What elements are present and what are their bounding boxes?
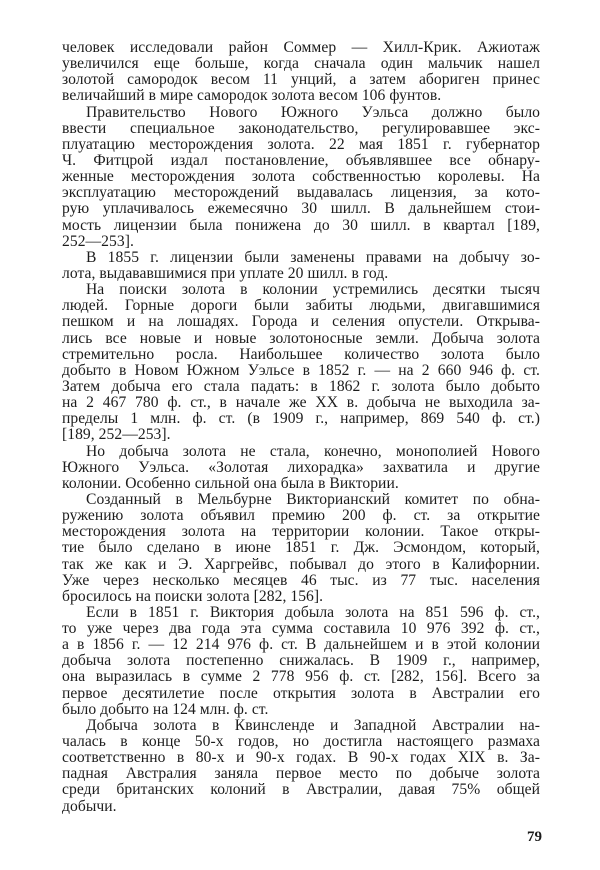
paragraph xyxy=(62,105,540,250)
page-number: 79 xyxy=(527,829,542,845)
text-line: мость лицензии была понижена до 30 шилл. в квартал [189, xyxy=(62,216,540,234)
text-line: Добыча золота в Квинсленде и Западной Австралии на- xyxy=(86,716,540,734)
text-line: плуатацию месторождения золота. 22 мая 1851 г. губернатор xyxy=(62,135,540,153)
text-line: человек исследовали район Соммер — Хилл-Крик. Ажиотаж xyxy=(62,39,540,56)
text-line: Уже через несколько месяцев 46 тыс. из 77 тыс. населения xyxy=(62,571,540,589)
text-line: пределы 1 млн. ф. ст. (в 1909 г., например, 869 540 ф. ст.) xyxy=(62,410,540,428)
text-line: Но добыча золота не стала, конечно, монополией Нового xyxy=(86,442,540,460)
text-line: тие было сделано в июне 1851 г. Дж. Эсмондом, который, xyxy=(62,539,540,557)
text-line: среди британских колоний в Австралии, давая 75% общей xyxy=(62,781,540,799)
text-line: На поиски золота в колонии устремились десятки тысяч xyxy=(86,281,540,299)
text-line: Правительство Нового Южного Уэльса должно было xyxy=(86,103,540,121)
text-line: на 2 467 780 ф. ст., в начале же XX в. добыча не выходила за- xyxy=(62,394,540,412)
page-text xyxy=(62,40,540,815)
text-line: лота, выдававшимися при уплате 20 шилл. в год. xyxy=(62,264,389,282)
text-line: стремительно росла. Наибольшее количество золота было xyxy=(62,345,540,363)
paragraph xyxy=(62,40,540,105)
text-line: [189, 252—253]. xyxy=(62,426,171,444)
text-line: колонии. Особенно сильной она была в Виктории. xyxy=(62,474,399,492)
text-line: рую уплачивалось ежемесячно 30 шилл. В дальнейшем стои- xyxy=(62,200,540,218)
text-line: добыча золота постепенно снижалась. В 1909 г., например, xyxy=(62,652,540,670)
text-line: бросилось на поиски золота [282, 156]. xyxy=(62,587,324,605)
text-line: Затем добыча его стала падать: в 1862 г. золота было добыто xyxy=(62,377,540,395)
text-line: увеличился еще больше, когда сначала один мальчик нашел xyxy=(62,55,540,73)
text-line: людей. Горные дороги были забиты людьми, двигавшимися xyxy=(62,297,540,315)
paragraph xyxy=(62,282,540,443)
text-line: было добыто на 124 млн. ф. ст. xyxy=(62,700,269,718)
text-line: месторождения золота на территории колонии. Такое откры- xyxy=(62,523,540,541)
text-line: Если в 1851 г. Виктория добыла золота на 851 596 ф. ст., xyxy=(86,603,540,621)
text-line: женные месторождения золота собственностью королевы. На xyxy=(62,168,540,186)
text-line: Южного Уэльса. «Золотая лихорадка» захватила и другие xyxy=(62,458,540,476)
text-line: 252—253]. xyxy=(62,232,134,250)
text-line: пешком и на лошадях. Города и селения опустели. Открыва- xyxy=(62,313,540,331)
text-line: так же как и Э. Харгрейвс, побывал до этого в Калифорнии. xyxy=(62,555,540,573)
paragraph xyxy=(62,492,540,605)
text-line: а в 1856 г. — 12 214 976 ф. ст. В дальнейшем и в этой колонии xyxy=(62,636,540,654)
text-line: добыто в Новом Южном Уэльсе в 1852 г. — на 2 660 946 ф. ст. xyxy=(62,361,540,379)
text-line: соответственно в 80-х и 90-х годах. В 90-х годах XIX в. За- xyxy=(62,749,540,767)
text-line: Созданный в Мельбурне Викторианский комитет по обна- xyxy=(86,490,540,508)
paragraph xyxy=(62,605,540,718)
text-line: падная Австралия заняла первое место по добыче золота xyxy=(62,765,540,783)
text-line: то уже через два года эта сумма составила 10 976 392 ф. ст., xyxy=(62,620,540,638)
text-line: ввести специальное законодательство, регулировавшее экс- xyxy=(62,119,540,137)
paragraph xyxy=(62,718,540,815)
text-line: В 1855 г. лицензии были заменены правами на добычу зо- xyxy=(86,248,540,266)
text-line: ружению золота объявил премию 200 ф. ст. за открытие xyxy=(62,507,540,525)
paragraph xyxy=(62,250,540,282)
text-line: добычи. xyxy=(62,797,117,815)
text-line: лись все новые и новые золотоносные земли. Добыча золота xyxy=(62,329,540,347)
paragraph xyxy=(62,444,540,492)
text-line: золотой самородок весом 11 унций, а затем абориген принес xyxy=(62,71,540,89)
text-line: величайший в мире самородок золота весом 106 фунтов. xyxy=(62,87,442,105)
text-line: эксплуатацию месторождений выдавалась лицензия, за кото- xyxy=(62,184,540,202)
text-line: первое десятилетие после открытия золота в Австралии его xyxy=(62,684,540,702)
text-line: чалась в конце 50-х годов, но достигла настоящего размаха xyxy=(62,733,540,751)
text-line: Ч. Фитцрой издал постановление, объявлявшее все обнару- xyxy=(62,151,540,169)
text-line: она выразилась в сумме 2 778 956 ф. ст. [282, 156]. Всего за xyxy=(62,668,540,686)
